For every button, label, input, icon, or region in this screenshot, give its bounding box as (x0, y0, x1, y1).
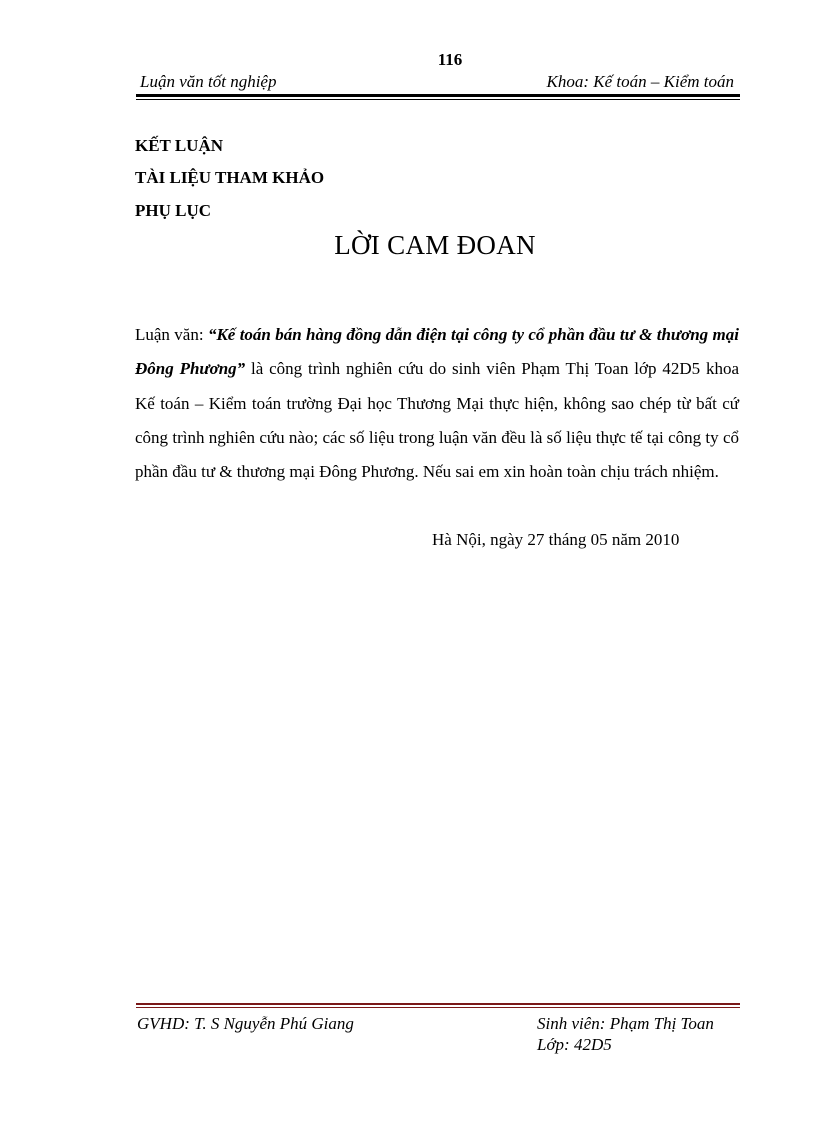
header-rule-thin (136, 99, 740, 100)
date-line: Hà Nội, ngày 27 tháng 05 năm 2010 (432, 530, 680, 549)
section-conclusion: KẾT LUẬN (135, 136, 224, 155)
body-prefix: Luận văn: (135, 325, 208, 344)
body-text: là công trình nghiên cứu do sinh viên Phạm Thị Toan lớp 42D5 khoa Kế toán – Kiểm toán trường Đại học Thương Mại thực hiện, không sao chép từ bất cứ công trình nghiên cứu nào; các số liệu trong luận văn đều là số liệu thực tế tại công ty cổ phần đầu tư & thương mại Đông Phương. Nếu sai em xin hoàn toàn chịu trách nhiệm. (135, 359, 739, 482)
header-right-text: Khoa: Kế toán – Kiểm toán (546, 72, 734, 91)
header-left-text: Luận văn tốt nghiệp (140, 72, 277, 91)
section-appendix: PHỤ LỤC (135, 201, 212, 220)
thesis-title: “Kế toán bán hàng đồng dẫn điện tại công ty cổ phần đầu tư & thương mại Đông Phương” (135, 325, 739, 379)
footer-student: Sinh viên: Phạm Thị Toan (537, 1014, 714, 1033)
footer-class: Lớp: 42D5 (537, 1035, 612, 1054)
section-references: TÀI LIỆU THAM KHẢO (135, 168, 325, 187)
footer-rule-top (136, 1003, 740, 1005)
page-number: 116 (437, 50, 463, 69)
header-rule-thick (136, 94, 740, 97)
commitment-paragraph (135, 318, 739, 489)
footer-advisor: GVHD: T. S Nguyễn Phú Giang (137, 1014, 354, 1033)
footer-rule-bottom (136, 1007, 740, 1008)
page-title: LỜI CAM ĐOAN (334, 230, 536, 260)
